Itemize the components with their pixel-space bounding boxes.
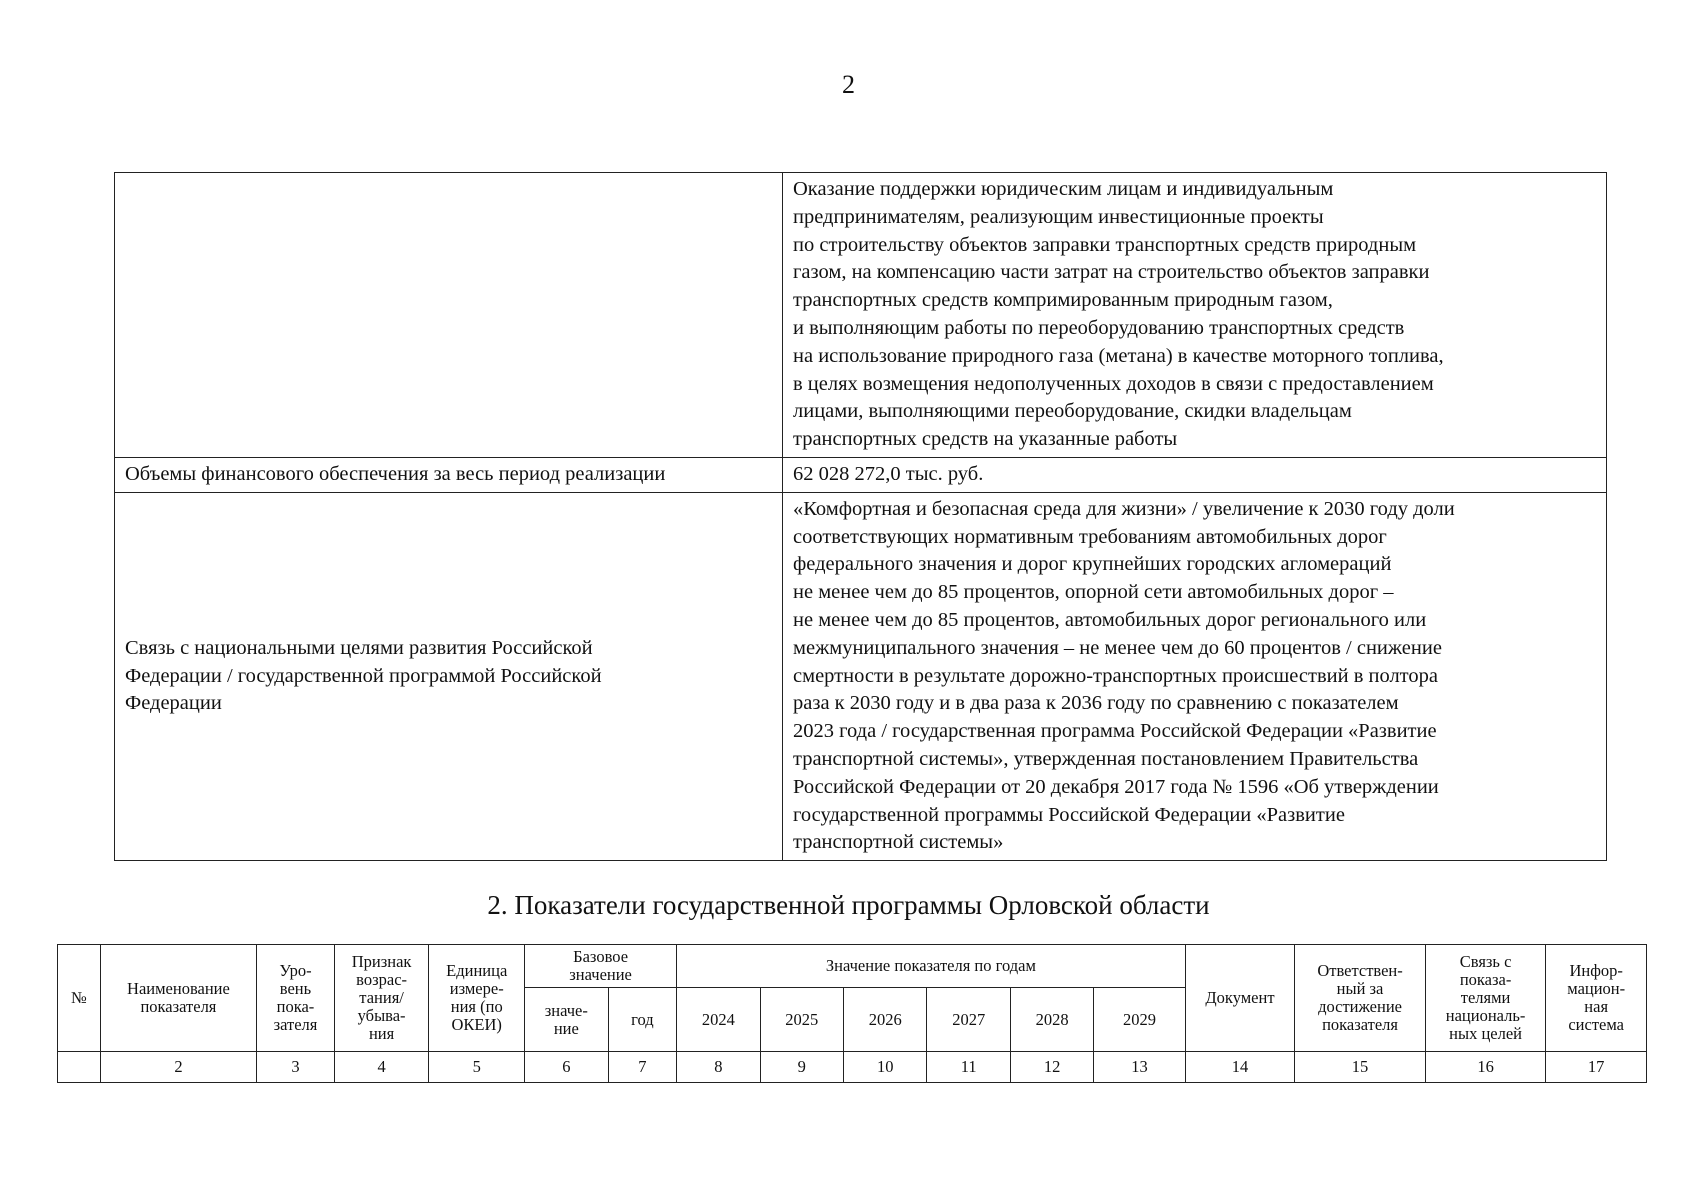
column-number: 14 — [1185, 1052, 1295, 1083]
column-number: 12 — [1010, 1052, 1093, 1083]
header-year-2028: 2028 — [1010, 988, 1093, 1052]
passport-label-empty — [115, 173, 783, 458]
header-indicator-name: Наименование показателя — [100, 945, 256, 1052]
column-number: 8 — [677, 1052, 760, 1083]
passport-label-national-goals: Связь с национальными целями развития Российской Федерации / государственной программой Российской Федерации — [115, 492, 783, 860]
column-number: 9 — [760, 1052, 843, 1083]
indicators-header-row-1 — [58, 945, 1647, 988]
column-number: 2 — [100, 1052, 256, 1083]
header-year-2024: 2024 — [677, 988, 760, 1052]
passport-value-national-goals: «Комфортная и безопасная среда для жизни» / увеличение к 2030 году доли соответствующих нормативным требованиям автомобильных дорог федерального значения и дорог крупнейших городских агломераций не менее чем до 85 процентов, опорной сети автомобильных дорог – не менее чем до 85 процентов, автомобильных дорог регионального или межмуниципального значения – не менее чем до 60 процентов / снижение смертности в результате дорожно-транспортных происшествий в полтора раза к 2030 году и в два раза к 2036 году по сравнению с показателем 2023 года / государственная программа Российской Федерации «Развитие транспортной системы», утвержденная постановлением Правительства Российской Федерации от 20 декабря 2017 года № 1596 «Об утверждении государственной программы Российской Федерации «Развитие транспортной системы» — [783, 492, 1607, 860]
column-number — [58, 1052, 101, 1083]
header-info-system: Инфор- мацион- ная система — [1546, 945, 1647, 1052]
header-year-2027: 2027 — [927, 988, 1010, 1052]
section-title: 2. Показатели государственной программы Орловской области — [487, 890, 1210, 920]
column-numbering-row — [58, 1052, 1647, 1083]
column-number: 13 — [1094, 1052, 1185, 1083]
indicators-table — [57, 944, 1647, 1083]
column-number: 7 — [608, 1052, 677, 1083]
header-base-value-group: Базовое значение — [525, 945, 677, 988]
passport-label-financing: Объемы финансового обеспечения за весь период реализации — [115, 457, 783, 492]
header-year-2029: 2029 — [1094, 988, 1185, 1052]
passport-row-support-measures — [115, 173, 1607, 458]
column-number: 5 — [429, 1052, 525, 1083]
header-base-year: год — [608, 988, 677, 1052]
column-number: 4 — [334, 1052, 429, 1083]
column-number: 17 — [1546, 1052, 1647, 1083]
column-number: 3 — [257, 1052, 335, 1083]
column-number: 16 — [1425, 1052, 1546, 1083]
passport-value-financing: 62 028 272,0 тыс. руб. — [783, 457, 1607, 492]
header-document: Документ — [1185, 945, 1295, 1052]
column-number: 15 — [1295, 1052, 1426, 1083]
header-indicator-level: Уро- вень пока- зателя — [257, 945, 335, 1052]
column-number: 11 — [927, 1052, 1010, 1083]
column-number: 6 — [525, 1052, 609, 1083]
header-year-2025: 2025 — [760, 988, 843, 1052]
header-national-goals-link: Связь с показа- телями националь- ных целей — [1425, 945, 1546, 1052]
header-base-value: значе- ние — [525, 988, 609, 1052]
passport-value-support-measures: Оказание поддержки юридическим лицам и индивидуальным предпринимателям, реализующим инвестиционные проекты по строительству объектов заправки транспортных средств природным газом, на компенсацию части затрат на строительство объектов заправки транспортных средств компримированным природным газом, и выполняющим работы по переоборудованию транспортных средств на использование природного газа (метана) в качестве моторного топлива, в целях возмещения недополученных доходов в связи с предоставлением лицами, выполняющими переоборудование, скидки владельцам транспортных средств на указанные работы — [783, 173, 1607, 458]
header-num: № — [58, 945, 101, 1052]
passport-row-national-goals — [115, 492, 1607, 860]
header-trend-sign: Признак возрас- тания/ убыва- ния — [334, 945, 429, 1052]
header-values-by-year: Значение показателя по годам — [677, 945, 1186, 988]
page-number: 2 — [842, 70, 855, 99]
program-passport-table — [114, 172, 1607, 861]
header-responsible: Ответствен- ный за достижение показателя — [1295, 945, 1426, 1052]
header-year-2026: 2026 — [844, 988, 927, 1052]
header-unit: Единица измере- ния (по ОКЕИ) — [429, 945, 525, 1052]
column-number: 10 — [844, 1052, 927, 1083]
passport-row-financing — [115, 457, 1607, 492]
